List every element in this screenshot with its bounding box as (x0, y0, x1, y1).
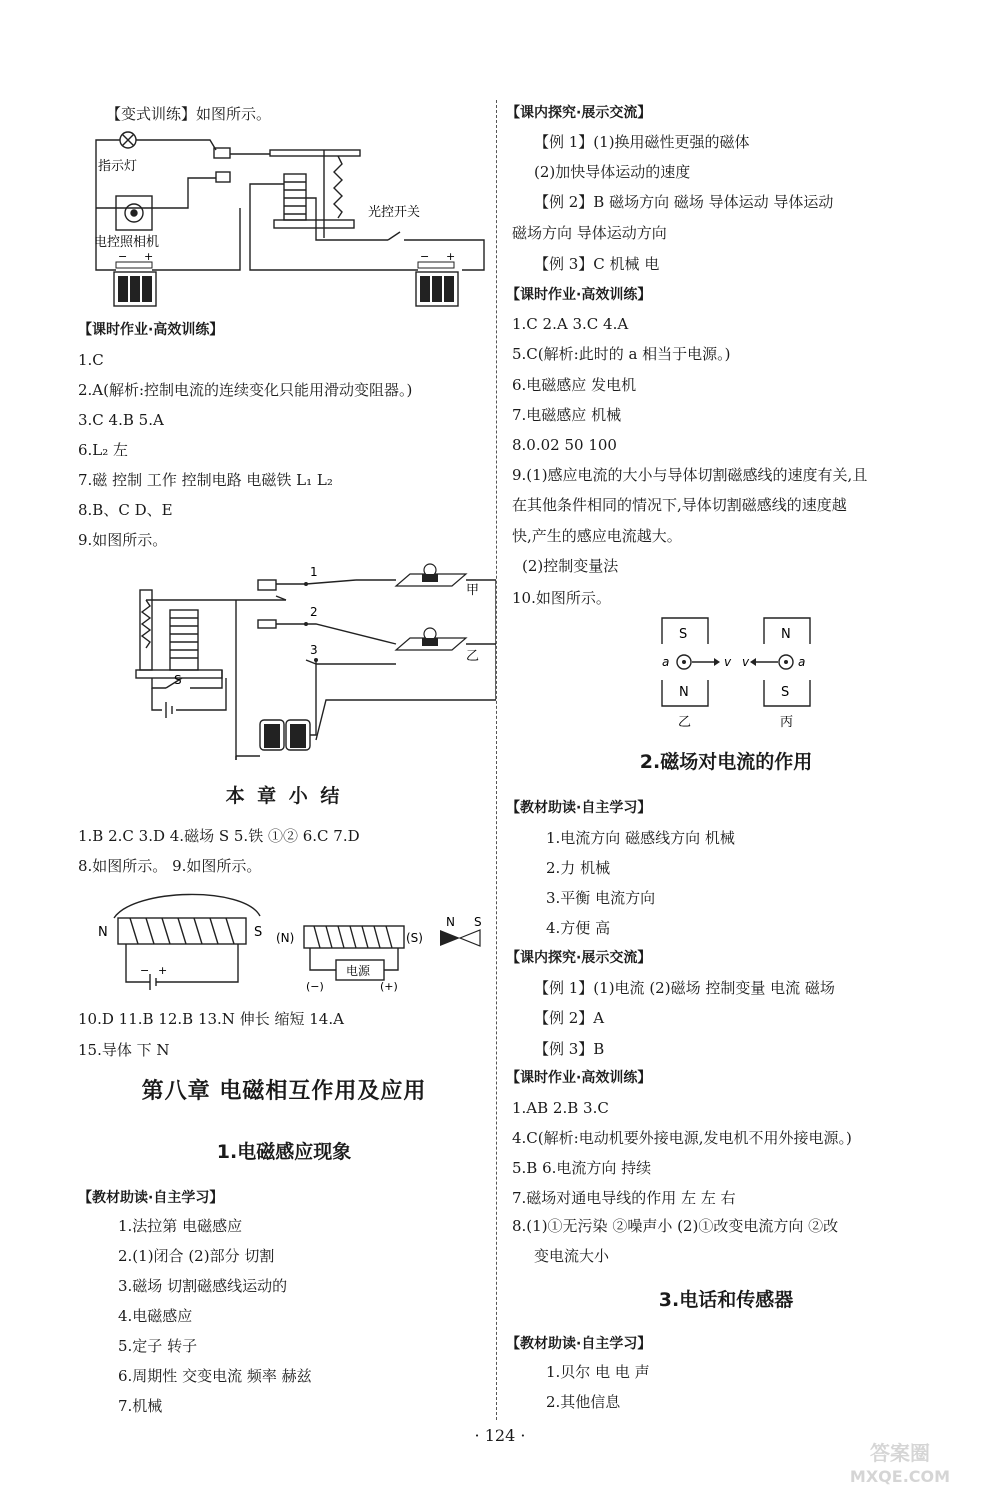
two-lamp-relay-figure (126, 560, 496, 760)
minus-label: − (420, 250, 430, 263)
answer-line: 1.C 2.A 3.C 4.A (512, 315, 629, 333)
plus-label: + (446, 250, 456, 263)
answer-line: 变电流大小 (534, 1247, 610, 1265)
compass-s-label: S (474, 915, 482, 929)
answer-line: 2.(1)闭合 (2)部分 切割 (118, 1247, 275, 1265)
answer-line: 1.贝尔 电 电 声 (546, 1363, 650, 1381)
answer-line: 7.机械 (118, 1397, 163, 1415)
minus-label: − (118, 250, 128, 263)
answer-line: 磁场方向 导体运动方向 (512, 224, 667, 242)
answer-line: 【例 3】B (534, 1040, 605, 1058)
relay-spring (334, 156, 342, 218)
pole-s-label: S (254, 925, 263, 940)
negative-terminal-label: (−) (306, 980, 324, 993)
plus-label: + (144, 250, 154, 263)
section-title: 2.磁场对电流的作用 (639, 751, 813, 773)
answer-line: 1.电流方向 磁感线方向 机械 (546, 829, 735, 847)
answer-line: 2.力 机械 (546, 859, 611, 877)
textbook-heading: 【教材助读·自主学习】 (78, 1190, 224, 1206)
positive-terminal-label: (+) (380, 980, 398, 993)
lamp-label: 指示灯 (98, 159, 138, 174)
battery-minus-label: − (140, 964, 150, 977)
answer-line: 7.电磁感应 机械 (512, 406, 622, 424)
pole-s-answer: (S) (406, 931, 423, 945)
velocity-v-label: v (724, 655, 732, 669)
summary-line: 15.导体 下 N (78, 1041, 170, 1059)
explore-heading: 【课内探究·展示交流】 (506, 105, 652, 121)
solenoid-figures (94, 890, 494, 1000)
answer-line: 【例 2】A (534, 1009, 605, 1027)
watermark-url: MXQE.COM (849, 1467, 951, 1486)
relay-coil (284, 174, 306, 220)
pole-n-label: N (98, 925, 108, 940)
answer-line: 6.电磁感应 发电机 (512, 376, 637, 394)
answer-line: 9.(1)感应电流的大小与导体切割磁感线的速度有关,且 (512, 466, 868, 484)
answer-line: 1.C (78, 351, 104, 369)
answer-line: 4.C(解析:电动机要外接电源,发电机不用外接电源。) (512, 1129, 852, 1147)
pole-n-label: N (781, 627, 791, 642)
magnet-conductor-figure (656, 616, 846, 732)
answer-line: (2)加快导体运动的速度 (534, 163, 691, 181)
watermark-text: 答案圈 (870, 1441, 930, 1465)
contact-3-label: 3 (310, 643, 318, 657)
answer-line: 在其他条件相同的情况下,导体切割磁感线的速度越 (512, 496, 847, 514)
lamp-yi-label: 乙 (466, 649, 480, 664)
homework-heading: 【课时作业·高效训练】 (506, 287, 652, 303)
homework-heading: 【课时作业·高效训练】 (506, 1070, 652, 1086)
conductor-a-label: a (662, 655, 670, 669)
compass-needle-s (460, 930, 480, 946)
chapter-summary-title: 本 章 小 结 (225, 785, 343, 807)
answer-line: 4.方便 高 (546, 919, 611, 937)
answer-line: 2.A(解析:控制电流的连续变化只能用滑动变阻器。) (78, 381, 413, 399)
answer-line: 8.B、C D、E (78, 501, 173, 519)
homework-heading: 【课时作业·高效训练】 (78, 322, 224, 338)
answer-line: 1.AB 2.B 3.C (512, 1099, 609, 1117)
relay-circuit-figure (88, 128, 498, 308)
textbook-heading: 【教材助读·自主学习】 (506, 800, 652, 816)
answer-line: 【例 2】B 磁场方向 磁场 导体运动 导体运动 (534, 193, 834, 211)
answer-line: 7.磁 控制 工作 控制电路 电磁铁 L₁ L₂ (78, 471, 333, 489)
answer-line: 8.(1)①无污染 ②噪声小 (2)①改变电流方向 ②改 (512, 1217, 839, 1235)
battery-right (416, 262, 458, 306)
answer-line: 5.C(解析:此时的 a 相当于电源。) (512, 345, 731, 363)
lamp-jia (396, 564, 466, 586)
answer-line: 【例 1】(1)电流 (2)磁场 控制变量 电流 磁场 (534, 979, 835, 997)
camera-label: 电控照相机 (94, 235, 160, 250)
contact-1-label: 1 (310, 565, 318, 579)
compass-n-label: N (446, 915, 455, 929)
velocity-v-label: v (742, 655, 750, 669)
pole-n-answer: (N) (276, 931, 295, 945)
answer-line: 4.电磁感应 (118, 1307, 193, 1325)
answer-line: 1.法拉第 电磁感应 (118, 1217, 243, 1235)
explore-heading: 【课内探究·展示交流】 (506, 950, 652, 966)
figure-bing-label: 丙 (780, 715, 794, 730)
figure-yi-label: 乙 (678, 715, 692, 730)
summary-line: 8.如图所示。 9.如图所示。 (78, 857, 262, 875)
section-title: 1.电磁感应现象 (216, 1141, 352, 1163)
answer-line: 9.如图所示。 (78, 531, 168, 549)
pole-n-label: N (679, 685, 689, 700)
answer-line: 5.定子 转子 (118, 1337, 198, 1355)
answer-line: (2)控制变量法 (522, 557, 619, 575)
answer-line: 3.C 4.B 5.A (78, 411, 164, 429)
answer-line: 【例 1】(1)换用磁性更强的磁体 (534, 133, 750, 151)
answer-line: 7.磁场对通电导线的作用 左 左 右 (512, 1189, 736, 1207)
variant-heading: 【变式训练】如图所示。 (106, 105, 272, 123)
battery-left (114, 262, 156, 306)
watermark-logo (810, 1440, 990, 1486)
textbook-heading: 【教材助读·自主学习】 (506, 1336, 652, 1352)
page-number: · 124 · (474, 1426, 526, 1445)
answer-line: 2.其他信息 (546, 1393, 621, 1411)
answer-line: 快,产生的感应电流越大。 (512, 527, 682, 545)
contact-2-label: 2 (310, 605, 318, 619)
light-switch-label: 光控开关 (368, 205, 421, 220)
lamp-yi (396, 628, 466, 650)
battery-pack (236, 720, 316, 756)
answer-line: 8.0.02 50 100 (512, 436, 617, 454)
answer-line: 6.L₂ 左 (78, 441, 129, 459)
chapter-title: 第八章 电磁相互作用及应用 (141, 1079, 427, 1104)
switch-label: S (174, 673, 182, 687)
answer-line: 3.磁场 切割磁感线运动的 (118, 1277, 288, 1295)
compass-needle-n (440, 930, 460, 946)
conductor-a-label: a (798, 655, 806, 669)
pole-s-label: S (781, 685, 790, 700)
power-source-label: 电源 (346, 964, 371, 978)
section-title: 3.电话和传感器 (658, 1289, 794, 1311)
lamp-jia-label: 甲 (466, 583, 480, 598)
answer-line: 10.如图所示。 (512, 589, 611, 607)
summary-line: 10.D 11.B 12.B 13.N 伸长 缩短 14.A (78, 1010, 344, 1028)
answer-line: 【例 3】C 机械 电 (534, 255, 660, 273)
answer-line: 5.B 6.电流方向 持续 (512, 1159, 652, 1177)
answer-line: 6.周期性 交变电流 频率 赫兹 (118, 1367, 312, 1385)
battery-plus-label: + (158, 964, 168, 977)
pole-s-label: S (679, 627, 688, 642)
answer-line: 3.平衡 电流方向 (546, 889, 656, 907)
summary-line: 1.B 2.C 3.D 4.磁场 S 5.铁 ①② 6.C 7.D (78, 827, 360, 845)
